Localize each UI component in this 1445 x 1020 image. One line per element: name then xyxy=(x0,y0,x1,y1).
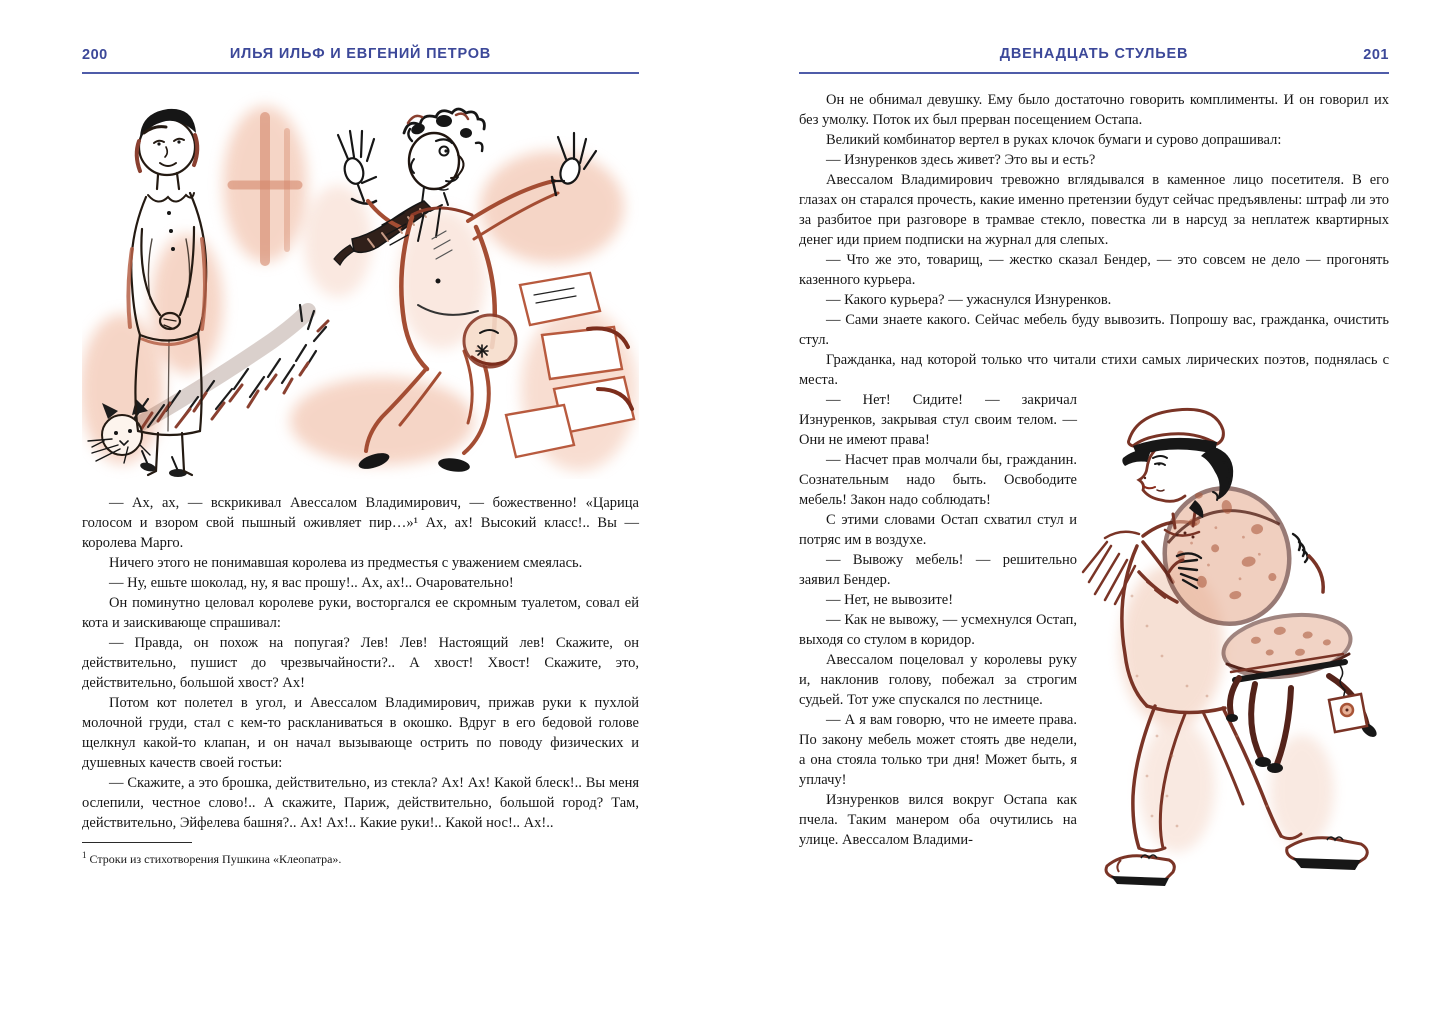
page-201 xyxy=(722,0,1445,1020)
paragraph: — Как не вывожу, — усмехнулся Остап, выходя со стулом в коридор. xyxy=(799,612,1077,648)
paragraph: Авессалом Владимирович тревожно вглядывался в каменное лицо посетителя. В его глазах он старался прочесть, какие именно претензии будут сейчас предъявлены: штраф ли это за разбитое при разговоре в трамвае стекло, повестка ли в нарсуд за неплатеж квартирных денег иди прием подписки на журнал для слепых. xyxy=(799,172,1389,248)
shoes xyxy=(1106,837,1367,886)
paragraph: Он поминутно целовал королеве руки, восторгался ее скромным туалетом, совал ей кота и заискивающе спрашивал: xyxy=(82,595,639,631)
running-header-left xyxy=(82,46,639,74)
paragraph: — Насчет прав молчали бы, гражданин. Сознательным надо быть. Освободите мебель! Закон надо соблюдать! xyxy=(799,452,1077,508)
footnote-text: Строки из стихотворения Пушкина «Клеопатра». xyxy=(89,852,342,866)
running-title-left: ИЛЬЯ ИЛЬФ И ЕВГЕНИЙ ПЕТРОВ xyxy=(229,46,492,62)
illustration-ostap-with-stool xyxy=(1077,396,1389,911)
paragraph: Он не обнимал девушку. Ему было достаточно говорить комплименты. И он говорил их без умолку. Поток их был прерван посещением Остапа. xyxy=(799,92,1389,128)
paragraph: — Вывожу мебель! — решительно заявил Бендер. xyxy=(799,552,1077,588)
right-body-text-narrow xyxy=(799,390,1077,850)
illustration-ostap-svg xyxy=(1077,396,1389,911)
paragraph: — Скажите, а это брошка, действительно, из стекла? Ах! Ах! Какой блеск!.. Вы меня ослепили, честное слово!.. А скажите, Париж, действительно, большой город? Там, действительно, Эйфелева башня?.. Ах! Ах!.. Какие руки!.. Какой нос!.. Ах!.. xyxy=(82,775,639,831)
right-body-text-full xyxy=(799,90,1389,390)
paragraph: — А я вам говорю, что не имеете права. По закону мебель может стоять две недели, а она стояла только три дня! Может быть, я уплачу! xyxy=(799,712,1077,788)
footnote-rule xyxy=(82,842,192,843)
page-number-left: 200 xyxy=(82,47,108,63)
paragraph: Потом кот полетел в угол, и Авессалом Владимирович, прижав руки к пухлой молочной груди, стал с кем-то раскланиваться в окошко. Вдруг в его бедовой голове щелкнул какой-то клапан, и он начал вызывающе острить по поводу физических и душевных качеств своей гостьи: xyxy=(82,695,639,771)
paragraph: Изнуренков вился вокруг Остапа как пчела. Таким манером оба очутились на улице. Авессалом Владими- xyxy=(799,792,1077,848)
paragraph: Ничего этого не понимавшая королева из предместья с уважением смеялась. xyxy=(109,555,583,571)
paragraph: — Нет! Сидите! — закричал Изнуренков, закрывая стул своим телом. — Они не имеют права! xyxy=(799,392,1077,448)
footnote xyxy=(82,848,639,867)
paragraph: — Какого курьера? — ужаснулся Изнуренков. xyxy=(826,292,1112,308)
running-title-right: ДВЕНАДЦАТЬ СТУЛЬЕВ xyxy=(999,46,1189,62)
paragraph: — Нет, не вывозите! xyxy=(826,592,954,608)
paragraph: Авессалом поцеловал у королевы руку и, наклонив голову, побежал за строгим судьей. Тот уже спускался по лестнице. xyxy=(799,652,1077,708)
paragraph: — Ах, ах, — вскрикивал Авессалом Владимирович, — божественно! «Царица голосом и взором свой пышный оживляет пир…»¹ Ах, ах! Высокий класс!.. Вы — королева Марго. xyxy=(82,495,639,551)
paragraph: — Сами знаете какого. Сейчас мебель буду вывозить. Попрошу вас, гражданка, очистить стул. xyxy=(799,312,1389,348)
paragraph: — Изнуренков здесь живет? Это вы и есть? xyxy=(826,152,1096,168)
price-tag xyxy=(1329,664,1367,732)
page-number-right: 201 xyxy=(1363,47,1389,63)
running-header-right xyxy=(799,46,1389,74)
paragraph: Великий комбинатор вертел в руках клочок бумаги и сурово допрашивал: xyxy=(826,132,1282,148)
paragraph: — Ну, ешьте шоколад, ну, я вас прошу!.. Ах, ах!.. Очаровательно! xyxy=(109,575,514,591)
illustration-avessalom-scene xyxy=(82,89,639,479)
left-body-text xyxy=(82,493,639,833)
paragraph: Гражданка, над которой только что читали стихи самых лирических поэтов, поднялась с места. xyxy=(799,352,1389,388)
paragraph: — Что же это, товарищ, — жестко сказал Бендер, — это совсем не дело — прогонять казенного курьера. xyxy=(799,252,1389,288)
footnote-block xyxy=(82,842,639,867)
footnote-marker: 1 xyxy=(82,850,87,860)
paragraph: — Правда, он похож на попугая? Лев! Лев! Настоящий лев! Скажите, он действительно, пушист до чрезвычайности?.. А хвост! Хвост! Скажите, это, действительно, большой хвост? Ах! xyxy=(82,635,639,691)
illustration-avessalom-scene-svg xyxy=(82,89,639,479)
page-200 xyxy=(0,0,722,1020)
paragraph: С этими словами Остап схватил стул и потряс им в воздухе. xyxy=(799,512,1077,548)
text-and-illustration-row xyxy=(799,390,1389,911)
